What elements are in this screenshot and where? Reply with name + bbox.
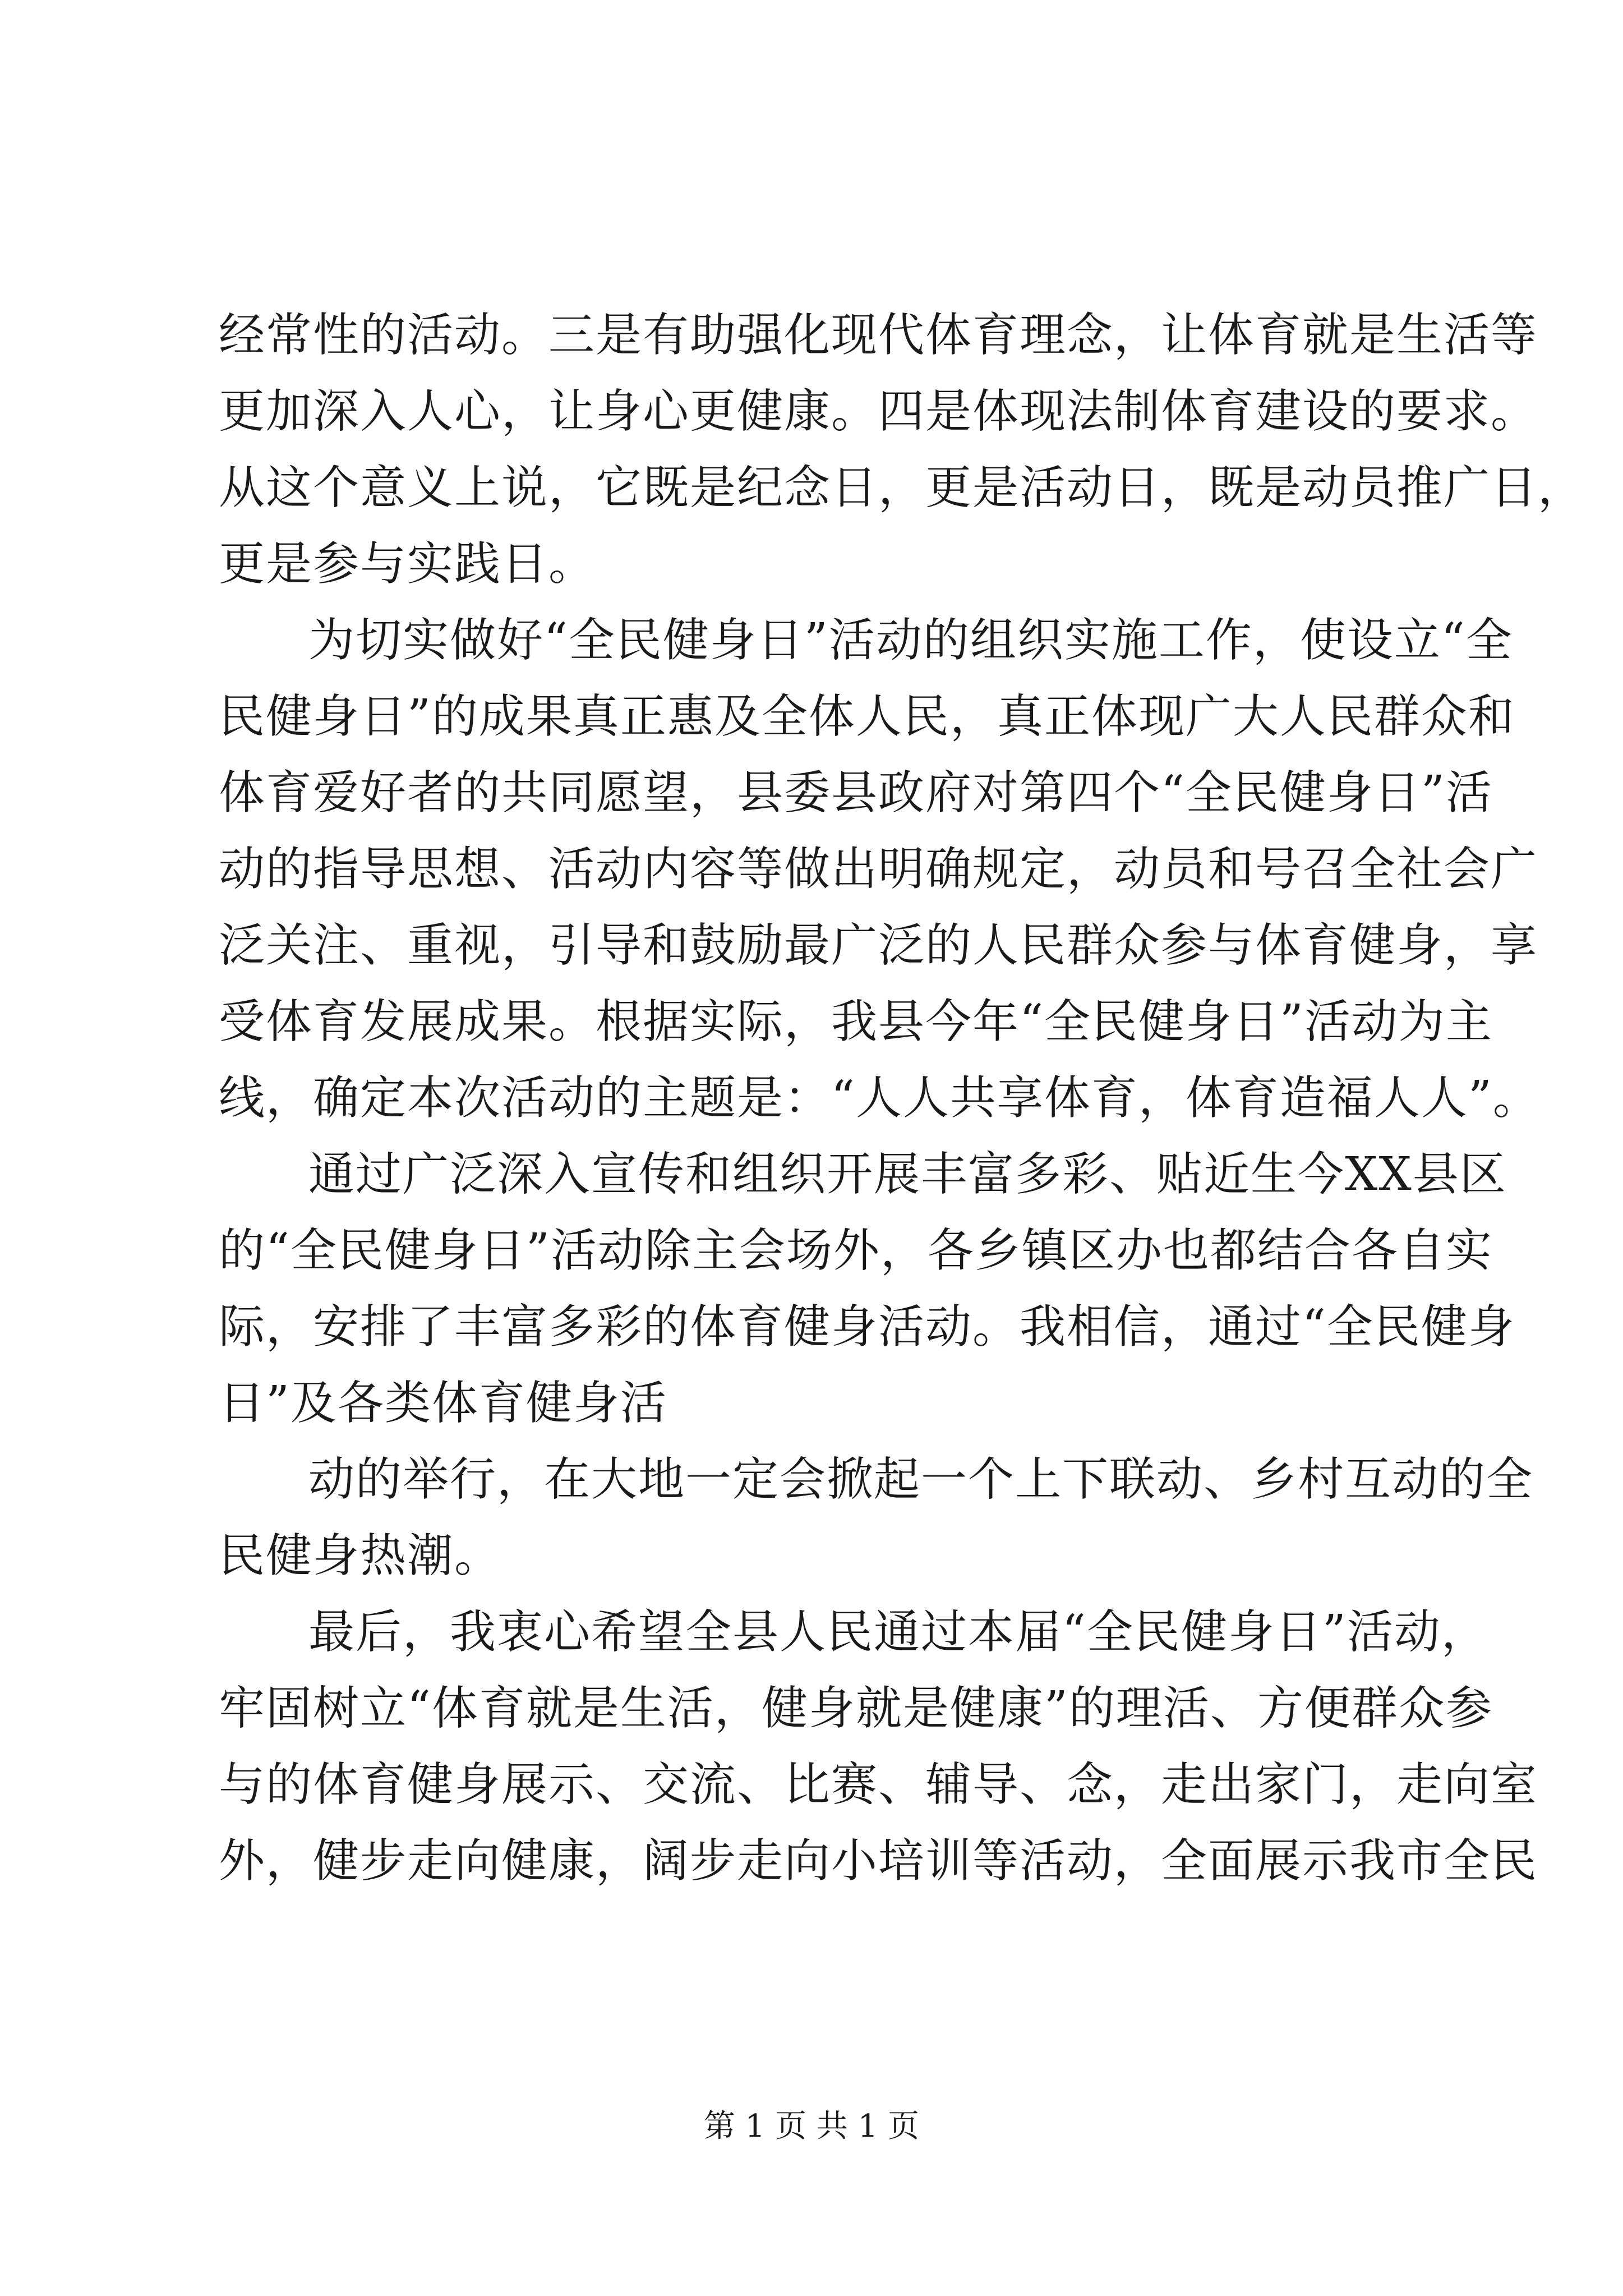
- text-line-15: 日”及各类体育健身活: [219, 1377, 667, 1430]
- text-line-6: 民健身日”的成果真正惠及全体人民，真正体现广大人民群众和: [219, 690, 1515, 743]
- text-line-19: 牢固树立“体育就是生活，健身就是健康”的理活、方便群众参: [219, 1682, 1493, 1735]
- text-line-10: 受体育发展成果。根据实际，我县今年“全民健身日”活动为主: [219, 995, 1493, 1048]
- text-line-17: 民健身热潮。: [219, 1529, 502, 1582]
- text-line-5: 为切实做好“全民健身日”活动的组织实施工作，使设立“全: [308, 614, 1513, 667]
- text-line-14: 际，安排了丰富多彩的体育健身活动。我相信，通过“全民健身: [219, 1300, 1515, 1354]
- text-line-3: 从这个意义上说，它既是纪念日，更是活动日，既是动员推广日，: [219, 461, 1585, 514]
- text-line-11: 线，确定本次活动的主题是：“人人共享体育，体育造福人人”。: [219, 1071, 1540, 1125]
- text-line-4: 更是参与实践日。: [219, 537, 596, 591]
- text-line-20: 与的体育健身展示、交流、比赛、辅导、念，走出家门，走向室: [219, 1758, 1538, 1811]
- text-line-16: 动的举行，在大地一定会掀起一个上下联动、乡村互动的全: [308, 1453, 1534, 1506]
- document-body: [219, 297, 1585, 1899]
- text-line-1: 经常性的活动。三是有助强化现代体育理念，让体育就是生活等: [219, 309, 1538, 362]
- text-line-9: 泛关注、重视，引导和鼓励最广泛的人民群众参与体育健身，享: [219, 919, 1538, 972]
- text-line-8: 动的指导思想、活动内容等做出明确规定，动员和号召全社会广: [219, 843, 1538, 896]
- text-line-2: 更加深入人心，让身心更健康。四是体现法制体育建设的要求。: [219, 385, 1538, 438]
- text-line-13: 的“全民健身日”活动除主会场外，各乡镇区办也都结合各自实: [219, 1224, 1493, 1277]
- text-line-7: 体育爱好者的共同愿望，县委县政府对第四个“全民健身日”活: [219, 766, 1493, 820]
- text-line-21: 外，健步走向健康，阔步走向小培训等活动，全面展示我市全民: [219, 1834, 1538, 1888]
- page-number-footer: 第 1 页 共 1 页: [703, 2108, 920, 2145]
- text-line-12: 通过广泛深入宣传和组织开展丰富多彩、贴近生今XX县区: [308, 1148, 1507, 1201]
- text-line-18: 最后，我衷心希望全县人民通过本届“全民健身日”活动，: [308, 1605, 1488, 1659]
